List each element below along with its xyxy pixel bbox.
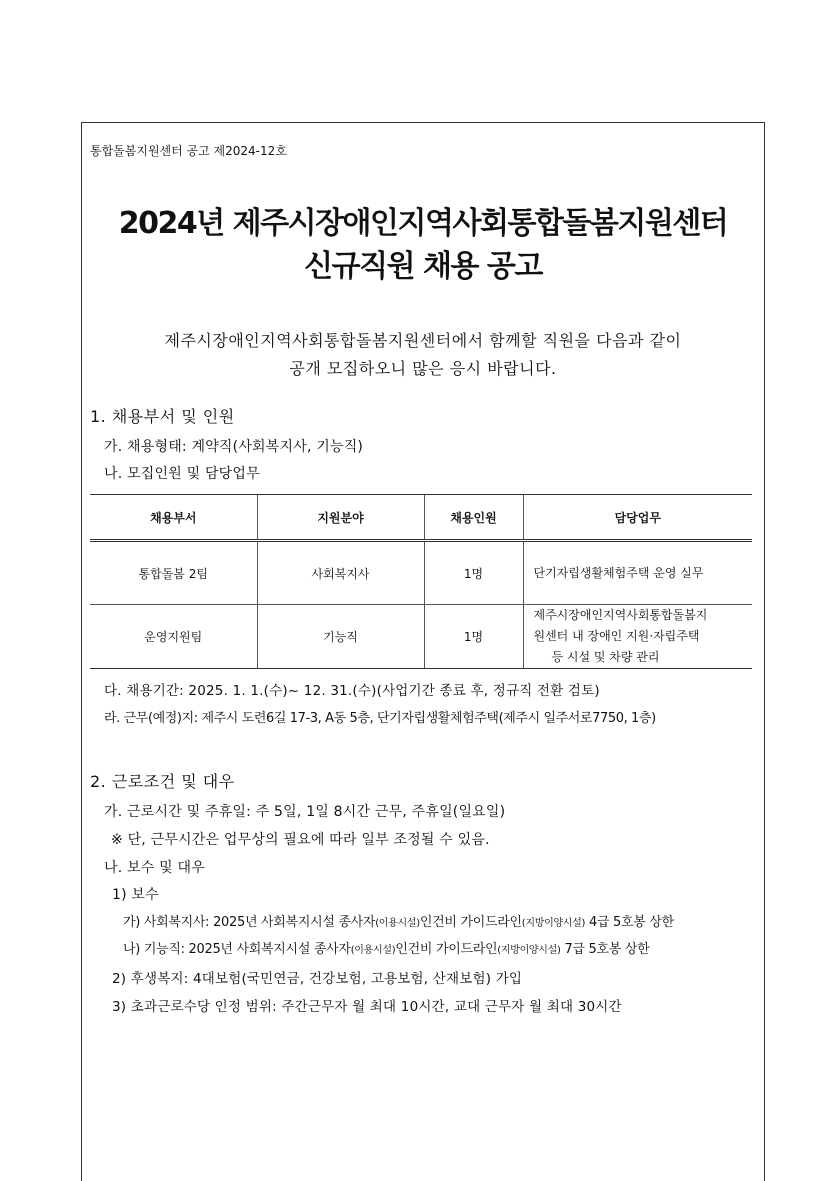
pay-ga-part1: 가) 사회복지사: 2025년 사회복지시설 종사자 bbox=[123, 915, 376, 930]
section2-item-na: 나. 보수 및 대우 bbox=[104, 860, 205, 876]
table-row bbox=[90, 605, 752, 669]
cell-dept: 운영지원팀 bbox=[90, 605, 257, 669]
section2-heading: 2. 근로조건 및 대우 bbox=[90, 772, 235, 791]
section1-heading: 1. 채용부서 및 인원 bbox=[90, 407, 235, 426]
section1-item-na: 나. 모집인원 및 담당업무 bbox=[104, 466, 260, 482]
pay-item-ga bbox=[123, 911, 674, 930]
cell-field: 사회복지사 bbox=[257, 541, 424, 605]
cell-field: 기능직 bbox=[257, 605, 424, 669]
pay-na-part3: 인건비 가이드라인 bbox=[395, 942, 498, 957]
cell-duty-line1: 제주시장애인지역사회통합돌봄지 bbox=[533, 608, 708, 622]
section1-item-da: 다. 채용기간: 2025. 1. 1.(수)~ 12. 31.(수)(사업기간 종료 후, 정규직 전환 검토) bbox=[104, 683, 600, 699]
table-header-field: 지원분야 bbox=[257, 495, 424, 541]
cell-dept: 통합돌봄 2팀 bbox=[90, 541, 257, 605]
notice-number: 통합돌봄지원센터 공고 제2024-12호 bbox=[90, 144, 287, 158]
table-header-dept: 채용부서 bbox=[90, 495, 257, 541]
pay-na-part4: (지방이양시설) bbox=[497, 945, 561, 956]
cell-duty-line1: 단기자립생활체험주택 운영 실무 bbox=[533, 565, 704, 580]
pay-item-na bbox=[123, 938, 649, 957]
page-title-line2: 신규직원 채용 공고 bbox=[304, 249, 542, 284]
overtime-item: 3) 초과근로수당 인정 범위: 주간근무자 월 최대 10시간, 교대 근무자 월 최대 30시간 bbox=[112, 999, 622, 1015]
pay-ga-part3: 인건비 가이드라인 bbox=[419, 915, 522, 930]
cell-count: 1명 bbox=[424, 541, 523, 605]
page-title-line1: 2024년 제주시장애인지역사회통합돌봄지원센터 bbox=[118, 206, 728, 241]
table-header-count: 채용인원 bbox=[424, 495, 523, 541]
cell-duty bbox=[523, 605, 752, 669]
section1-item-ga: 가. 채용형태: 계약직(사회복지사, 기능직) bbox=[104, 439, 364, 455]
intro-line1: 제주시장애인지역사회통합돌봄지원센터에서 함께할 직원을 다음과 같이 bbox=[164, 331, 682, 350]
pay-heading: 1) 보수 bbox=[112, 887, 159, 903]
section1-item-ra: 라. 근무(예정)지: 제주시 도련6길 17-3, A동 5층, 단기자립생활체험주택(제주시 일주서로7750, 1층) bbox=[104, 711, 656, 726]
section2-note: ※ 단, 근무시간은 업무상의 필요에 따라 일부 조정될 수 있음. bbox=[111, 832, 490, 848]
intro-line2: 공개 모집하오니 많은 응시 바랍니다. bbox=[289, 359, 557, 378]
recruit-table bbox=[90, 494, 752, 669]
cell-count: 1명 bbox=[424, 605, 523, 669]
table-row bbox=[90, 541, 752, 605]
cell-duty bbox=[523, 541, 752, 605]
pay-na-part2: (이용시설) bbox=[350, 945, 396, 956]
pay-na-part1: 나) 기능직: 2025년 사회복지시설 종사자 bbox=[123, 942, 351, 957]
welfare-item: 2) 후생복지: 4대보험(국민연금, 건강보험, 고용보험, 산재보험) 가입 bbox=[112, 971, 523, 987]
pay-ga-part4: (지방이양시설) bbox=[521, 918, 586, 929]
cell-duty-line3: 등 시설 및 차량 관리 bbox=[551, 650, 660, 664]
table-header-duty: 담당업무 bbox=[523, 495, 752, 541]
pay-ga-part5: 4급 5호봉 상한 bbox=[585, 915, 674, 930]
section2-item-ga: 가. 근로시간 및 주휴일: 주 5일, 1일 8시간 근무, 주휴일(일요일) bbox=[104, 804, 506, 820]
pay-na-part5: 7급 5호봉 상한 bbox=[560, 942, 650, 957]
pay-ga-part2: (이용시설) bbox=[375, 918, 420, 929]
cell-duty-line2: 원센터 내 장애인 지원·자립주택 bbox=[533, 629, 700, 643]
table-header-row bbox=[90, 495, 752, 541]
